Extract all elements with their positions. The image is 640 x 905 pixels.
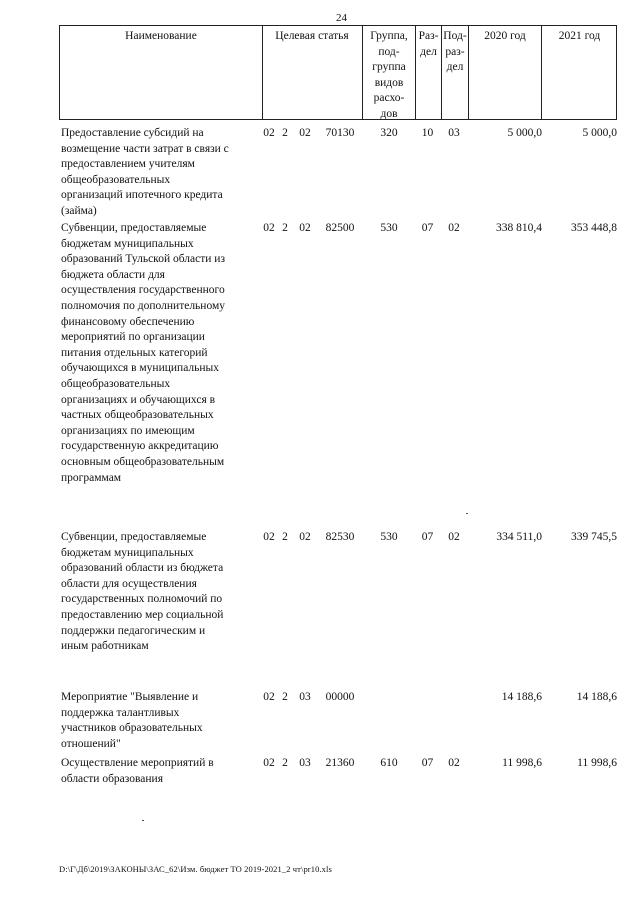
- row-value-2020: 14 188,6: [501, 691, 542, 703]
- scan-speck: [142, 820, 144, 821]
- code-event: 02: [299, 531, 311, 543]
- row-value-2021: 14 188,6: [576, 691, 617, 703]
- row-subsection: 02: [448, 222, 460, 234]
- code-direction: 82530: [325, 531, 355, 543]
- table-header: [59, 25, 617, 120]
- code-program: 02: [263, 531, 275, 543]
- header-group: Группа, под- группа видов расхо- дов: [370, 30, 408, 120]
- code-event: 02: [299, 127, 311, 139]
- row-group: 610: [380, 757, 398, 769]
- row-group: 530: [380, 222, 398, 234]
- header-year-2020: 2020 год: [484, 30, 526, 42]
- code-program: 02: [263, 757, 275, 769]
- scan-speck: [466, 513, 468, 514]
- row-name: Субвенции, предоставляемые бюджетам муниципальных образований области из бюджета области для осуществления государственных полномочий по предоставлению мер социальной поддержки педагогическим и иным работникам: [61, 531, 224, 653]
- row-subsection: 02: [448, 531, 460, 543]
- row-name: Субвенции, предоставляемые бюджетам муниципальных образований Тульской области из бюджета области для осуществления государственного полномочия по дополнительному финансовому обеспечению мероприятий по организации питания отдельных категорий обучающихся в муниципальных общеобразовательных организациях и обучающихся в частных общеобразовательных организациях по имеющим государственную аккредитацию основным общеобразовательным программам: [61, 222, 226, 484]
- code-event: 03: [299, 691, 311, 703]
- row-section: 07: [421, 531, 434, 543]
- row-section: 07: [421, 757, 434, 769]
- row-value-2021: 339 745,5: [571, 531, 617, 543]
- page-number: 24: [336, 12, 347, 24]
- row-group: 530: [380, 531, 398, 543]
- row-group: 320: [380, 127, 398, 139]
- code-program: 02: [263, 127, 275, 139]
- row-value-2020: 338 810,4: [496, 222, 542, 234]
- header-year-2021: 2021 год: [558, 30, 601, 42]
- header-section: Раз- дел: [418, 30, 439, 58]
- row-section: 07: [421, 222, 434, 234]
- row-name: Осуществление мероприятий в области образования: [61, 757, 214, 785]
- code-subprogram: 2: [282, 691, 288, 703]
- row-subsection: 02: [448, 757, 460, 769]
- code-program: 02: [263, 222, 275, 234]
- code-direction: 00000: [325, 691, 355, 703]
- header-target-article: Целевая статья: [275, 30, 349, 42]
- code-subprogram: 2: [282, 222, 288, 234]
- row-name: Предоставление субсидий на возмещение части затрат в связи с предоставлением учителям общеобразовательных организаций ипотечного кредита (займа): [61, 127, 229, 217]
- code-program: 02: [263, 691, 275, 703]
- code-direction: 70130: [325, 127, 355, 139]
- code-event: 03: [299, 757, 311, 769]
- code-subprogram: 2: [282, 127, 288, 139]
- file-path-footer: D:\Г\Дб\2019\ЗАКОНЫ\ЗАС_62\Изм. бюджет ТО 2019-2021_2 чт\pr10.xls: [59, 864, 332, 874]
- code-direction: 21360: [325, 757, 355, 769]
- row-value-2020: 11 998,6: [502, 757, 542, 769]
- row-name: Мероприятие "Выявление и поддержка талантливых участников образовательных отношений": [61, 691, 203, 750]
- row-value-2021: 353 448,8: [571, 222, 617, 234]
- row-subsection: 03: [448, 127, 460, 139]
- header-subsection: Под- раз- дел: [443, 30, 467, 73]
- row-value-2020: 5 000,0: [507, 127, 542, 139]
- header-name: Наименование: [125, 30, 197, 42]
- row-value-2021: 11 998,6: [577, 757, 617, 769]
- row-value-2020: 334 511,0: [496, 531, 542, 543]
- code-direction: 82500: [325, 222, 355, 234]
- code-subprogram: 2: [282, 757, 288, 769]
- row-value-2021: 5 000,0: [582, 127, 617, 139]
- row-section: 10: [421, 127, 434, 139]
- code-subprogram: 2: [282, 531, 288, 543]
- code-event: 02: [299, 222, 311, 234]
